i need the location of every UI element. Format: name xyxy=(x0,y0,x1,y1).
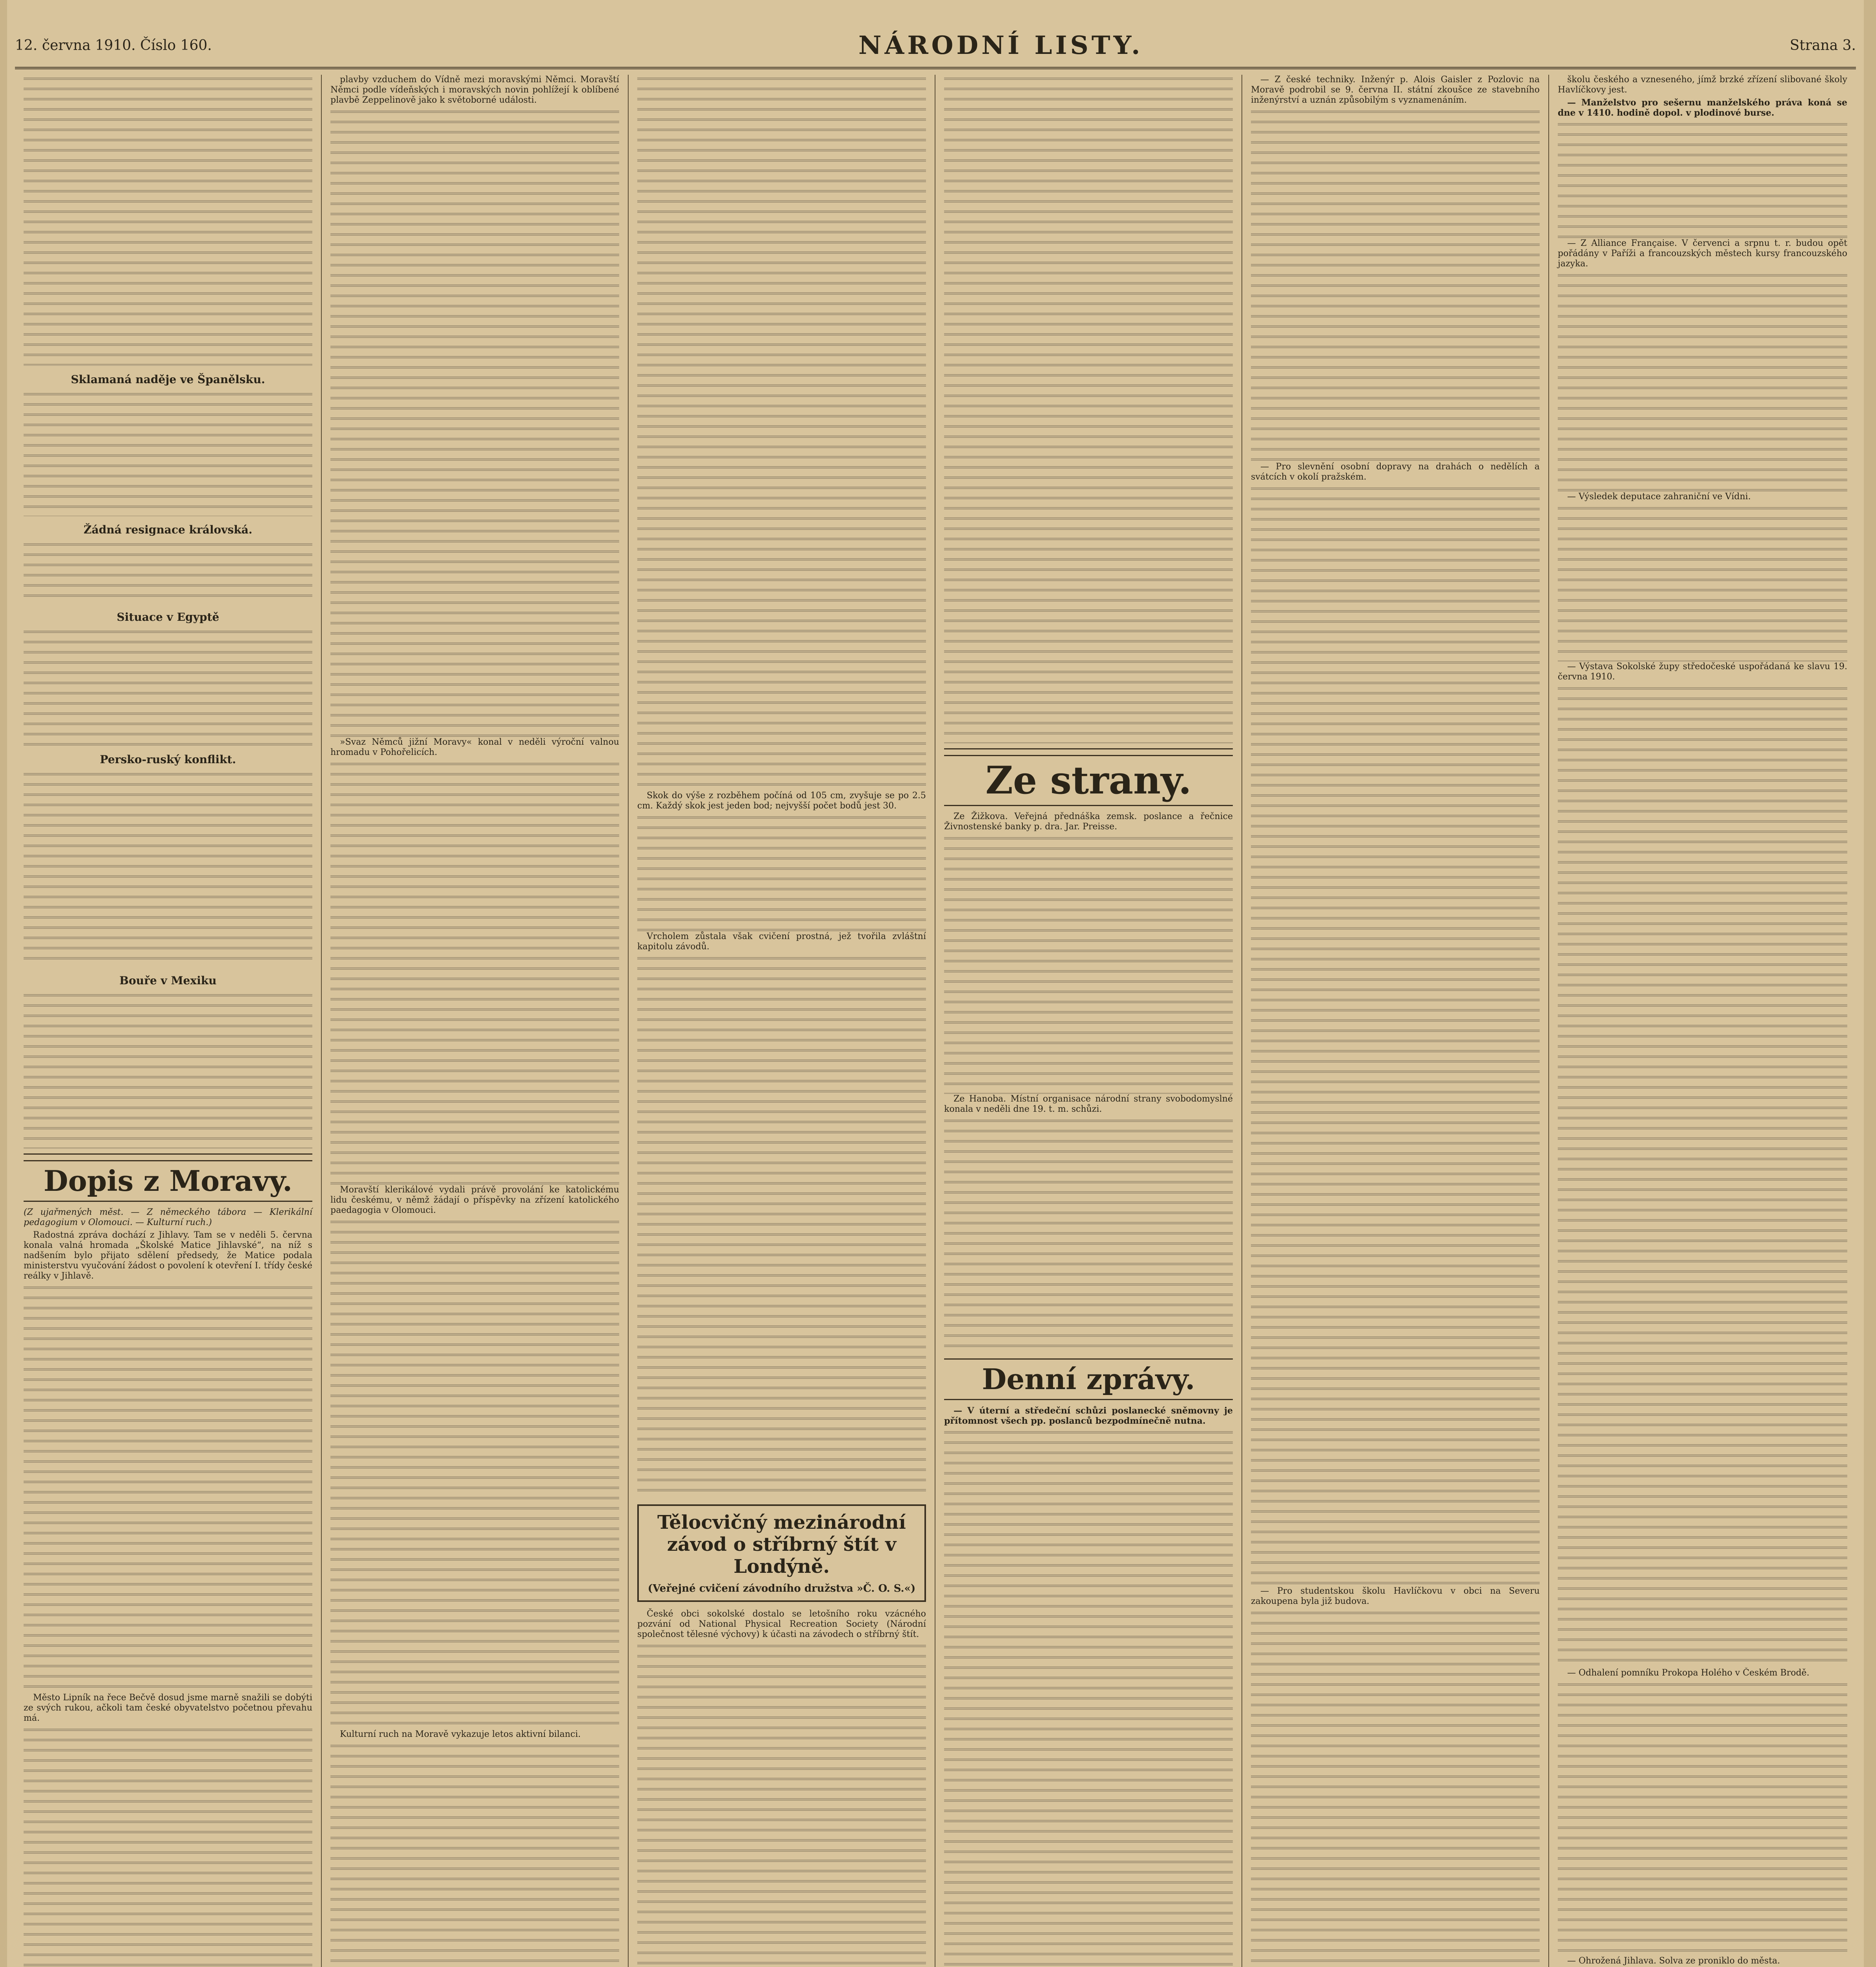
paragraph: — Z české techniky. Inženýr p. Alois Gaisler z Pozlovic na Moravě podrobil se 9. června II. státní zkoušce ze stavebního inženýrství a uznán způsobilým s vyznamenáním. xyxy=(1251,75,1540,105)
page-header xyxy=(15,24,1856,69)
text-block xyxy=(1251,108,1540,462)
text-block xyxy=(1558,1681,1847,1956)
heading-mexico: Bouře v Mexiku xyxy=(119,974,217,987)
paragraph: — Manželstvo pro sešernu manželského práva koná se dne v 1410. hodině dopol. v plodinové burse. xyxy=(1558,98,1847,118)
paragraph: Město Lipník na řece Bečvě dosud jsme marně snažili se dobýti ze svých rukou, ačkoli tam české obyvatelstvo početnou převahu má. xyxy=(24,1693,312,1723)
paragraph: Vrcholem zůstala však cvičení prostná, jež tvořila zvláštní kapitolu závodů. xyxy=(637,932,926,952)
text-block xyxy=(24,75,312,366)
divider xyxy=(944,748,1233,749)
heading-denni-zpravy: Denní zprávy. xyxy=(944,1358,1233,1400)
text-block xyxy=(637,1642,926,1967)
column-5 xyxy=(1242,75,1549,1967)
text-block xyxy=(637,814,926,932)
text-block xyxy=(330,760,619,1185)
divider xyxy=(24,1153,312,1155)
paragraph: — Pro slevnění osobní dopravy na drahách o nedělích a svátcích v okolí pražském. xyxy=(1251,462,1540,482)
paragraph: — V úterní a středeční schůzi poslanecké sněmovny je přítomnost všech pp. poslanců bezpodmínečně nutna. xyxy=(944,1406,1233,1426)
text-block xyxy=(944,1428,1233,1967)
paragraph: České obci sokolské dostalo se letošního roku vzácného pozvání od National Physical Recreation Society (Národní společnost tělesné výchovy) k účasti na závodech o stříbrný štít. xyxy=(637,1609,926,1639)
text-block xyxy=(330,1218,619,1729)
text-block xyxy=(330,1742,619,1967)
paragraph: Moravští klerikálové vydali právě provolání ke katolickému lidu českému, v němž žádají o příspěvky na zřízení katolického paedagogia v Olomouci. xyxy=(330,1185,619,1215)
text-block xyxy=(1558,120,1847,238)
text-block xyxy=(944,834,1233,1094)
text-block xyxy=(637,75,926,791)
text-block xyxy=(1558,504,1847,662)
page-number: Strana 3. xyxy=(1789,37,1856,54)
text-block xyxy=(1558,685,1847,1668)
column-1 xyxy=(15,75,322,1967)
paragraph: Ze Žižkova. Veřejná přednáška zemsk. poslance a řečnice Živnostenské banky p. dra. Jar. Preisse. xyxy=(944,812,1233,832)
paragraph: — Výsledek deputace zahraniční ve Vídni. xyxy=(1567,492,1751,502)
column-6 xyxy=(1549,75,1856,1967)
column-4 xyxy=(935,75,1242,1967)
text-block xyxy=(1558,271,1847,492)
heading-dopis-z-moravy: Dopis z Moravy. xyxy=(24,1160,312,1202)
text-block xyxy=(24,770,312,967)
paragraph: Skok do výše z rozběhem počíná od 105 cm, zvyšuje se po 2.5 cm. Každý skok jest jeden bod; nejvyšší počet bodů jest 30. xyxy=(637,791,926,811)
heading-resignation: Žádná resignace královská. xyxy=(83,523,253,536)
heading-london-contest xyxy=(637,1504,926,1602)
text-block xyxy=(24,991,312,1149)
paragraph: — Pro studentskou školu Havlíčkovu v obci na Severu zakoupena byla již budova. xyxy=(1251,1586,1540,1606)
paragraph: — Ohrožená Jihlava. Solva ze proniklo do města. xyxy=(1567,1956,1780,1966)
paragraph: Kulturní ruch na Moravě vykazuje letos aktivní bilanci. xyxy=(340,1729,581,1739)
text-block xyxy=(1251,1609,1540,1967)
paragraph: — Výstava Sokolské župy středočeské uspořádaná ke slavu 19. června 1910. xyxy=(1558,662,1847,682)
heading-egypt: Situace v Egyptě xyxy=(116,611,220,624)
paragraph: školu českého a vzneseného, jímž brzké zřízení slibované školy Havlíčkovy jest. xyxy=(1558,75,1847,95)
paragraph: — Z Alliance Française. V červenci a srpnu t. r. budou opět pořádány v Paříži a francouzských městech kursy francouzského jazyka. xyxy=(1558,238,1847,269)
paragraph: — Odhalení pomníku Prokopa Holého v Českém Brodě. xyxy=(1567,1668,1810,1678)
newspaper-page xyxy=(7,0,1864,1967)
column-3 xyxy=(629,75,935,1967)
paragraph: plavby vzduchem do Vídně mezi moravskými Němci. Moravští Němci podle vídeňských i moravských novin pohlížejí k oblíbené plavbě Zeppelinově jako k světoborné události. xyxy=(330,75,619,105)
dopis-subtitle: (Z ujařmených měst. — Z německého tábora — Klerikální pedagogium v Olomouci. — Kulturní ruch.) xyxy=(24,1207,312,1227)
issue-date: 12. června 1910. Číslo 160. xyxy=(15,37,212,54)
box-title: Tělocvičný mezinárodní závod o stříbrný štít v Londýně. xyxy=(657,1511,906,1578)
text-block xyxy=(24,1284,312,1693)
text-block xyxy=(24,390,312,516)
text-block xyxy=(24,1726,312,1967)
column-2 xyxy=(322,75,629,1967)
box-subtitle: (Veřejné cvičení závodního družstva »Č. O. S.«) xyxy=(647,1583,916,1594)
heading-spain: Sklamaná naděje ve Španělsku. xyxy=(71,373,265,386)
text-block xyxy=(1251,485,1540,1586)
paragraph: Radostná zpráva dochází z Jihlavy. Tam se v neděli 5. června konala valná hromada „Školské Matice Jihlavské“, na níž s nadšením bylo přijato sdělení předsedy, že Matice podala ministerstvu vyučování žádost o povolení k otevření I. třídy české reálky v Jihlavě. xyxy=(24,1230,312,1281)
text-block xyxy=(637,954,926,1497)
paragraph: »Svaz Němců jižní Moravy« konal v neděli výroční valnou hromadu v Pohořelicích. xyxy=(330,737,619,757)
text-block xyxy=(944,75,1233,744)
text-block xyxy=(944,1117,1233,1353)
masthead: NÁRODNÍ LISTY. xyxy=(858,30,1144,60)
article-columns xyxy=(15,75,1856,1967)
heading-ze-strany: Ze strany. xyxy=(944,755,1233,806)
text-block xyxy=(24,628,312,746)
text-block xyxy=(330,108,619,737)
heading-persia: Persko-ruský konflikt. xyxy=(100,753,236,766)
text-block xyxy=(24,541,312,603)
paragraph: Ze Hanoba. Místní organisace národní strany svobodomyslné konala v neděli dne 19. t. m. schůzi. xyxy=(944,1094,1233,1114)
